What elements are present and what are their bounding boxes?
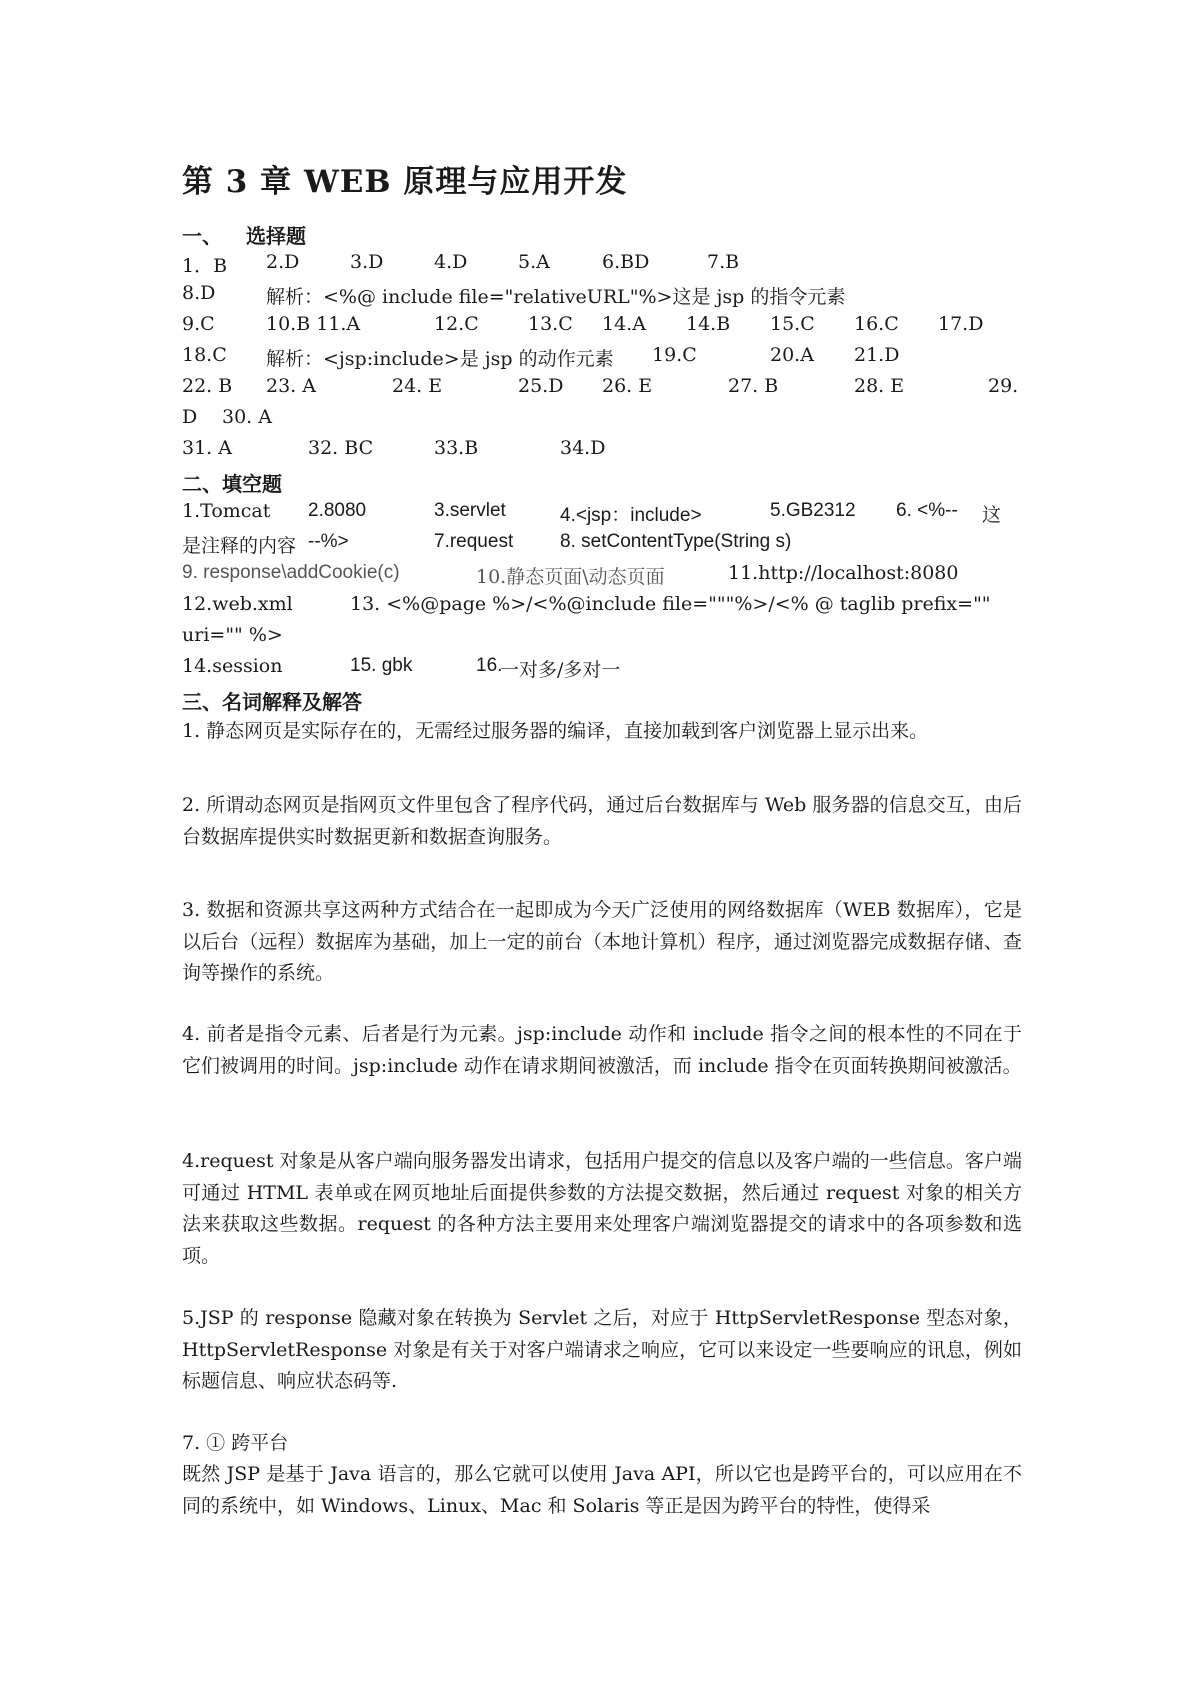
answer: 3.D [350, 251, 384, 273]
answer: 9.C [182, 313, 215, 335]
answer: 19.C [652, 344, 697, 366]
fill-answer: 16. [476, 655, 503, 676]
answer: 22. B [182, 375, 233, 397]
answer: 27. B [728, 375, 779, 397]
chapter-title: 第 3 章 WEB 原理与应用开发 [182, 164, 628, 200]
answer: 4.D [434, 251, 468, 273]
paragraph-1: 1. 静态网页是实际存在的，无需经过服务器的编译，直接加载到客户浏览器上显示出来。 [182, 720, 929, 742]
fill-answer: 是注释的内容 [182, 535, 297, 557]
fill-answer: 4.<jsp：include> [560, 505, 702, 526]
answer: 1．B [182, 255, 228, 277]
answer-row-1 [182, 251, 1022, 279]
paragraph-2: 2. 所谓动态网页是指网页文件里包含了程序代码，通过后台数据库与 Web 服务器的信息交互，由后台数据库提供实时数据更新和数据查询服务。 [182, 794, 1022, 848]
answer: 13.C [528, 313, 573, 335]
fill-answer: 9. response\addCookie(c) [182, 562, 400, 583]
answer: 16.C [854, 313, 899, 335]
fill-row-4 [182, 593, 1022, 621]
fill-answer: 15. gbk [350, 655, 413, 676]
paragraph-5: 4.request 对象是从客户端向服务器发出请求，包括用户提交的信息以及客户端的一些信息。客户端可通过 HTML 表单或在网页地址后面提供参数的方法提交数据，然后通过 request 对象的相关方法来获取这些数据。request 的各种方法主要用来处理客户端浏览器提交的请求中的各项参数和选项。 [182, 1150, 1022, 1267]
answer-row-2 [182, 282, 1022, 310]
answer: 17.D [938, 313, 984, 335]
answer: D [182, 406, 198, 428]
answer: 30. A [222, 406, 272, 428]
answer-row-6 [182, 406, 1022, 434]
answer: 34.D [560, 437, 606, 459]
answer-row-5 [182, 375, 1022, 403]
answer: 21.D [854, 344, 900, 366]
answer: 28. E [854, 375, 905, 397]
fill-answer: 1.Tomcat [182, 500, 271, 522]
fill-answer: 10.静态页面\动态页面 [476, 566, 665, 588]
fill-row-2 [182, 531, 1022, 559]
fill-answer: 5.GB2312 [770, 500, 856, 521]
fill-answer: 2.8080 [308, 500, 367, 521]
paragraph-3: 3. 数据和资源共享这两种方式结合在一起即成为今天广泛使用的网络数据库（WEB 数据库），它是以后台（远程）数据库为基础，加上一定的前台（本地计算机）程序，通过浏览器完成数据存储、查询等操作的系统。 [182, 899, 1022, 984]
section-3-heading: 三、名词解释及解答 [182, 690, 362, 714]
fill-answer: 一对多/多对一 [500, 659, 621, 681]
fill-row-3 [182, 562, 1022, 590]
answer-row-4 [182, 344, 1022, 372]
answer: 8.D [182, 282, 216, 304]
fill-answer: 13. <%@page %>/<%@include file="""%>/<% @ taglib prefix="" [350, 593, 991, 615]
answer: 31. A [182, 437, 232, 459]
explanation: 解析：<%@ include file="relativeURL"%>这是 jsp 的指令元素 [266, 286, 846, 308]
section-1-number: 一、 [182, 224, 222, 248]
answer: 29. [988, 375, 1019, 397]
section-1-title: 选择题 [246, 224, 306, 248]
answer: 12.C [434, 313, 479, 335]
fill-answer: 这 [982, 504, 1002, 526]
answer-row-7 [182, 437, 1022, 465]
paragraph-4: 4. 前者是指令元素、后者是行为元素。jsp:include 动作和 include 指令之间的根本性的不同在于它们被调用的时间。jsp:include 动作在请求期间被激活，而 include 指令在页面转换期间被激活。 [182, 1023, 1022, 1077]
fill-answer: 12.web.xml [182, 593, 293, 615]
fill-answer: 7.request [434, 531, 514, 552]
answer: 32. BC [308, 437, 374, 459]
answer: 10.B 11.A [266, 313, 361, 335]
answer: 23. A [266, 375, 316, 397]
answer: 18.C [182, 344, 227, 366]
fill-answer: 11.http://localhost:8080 [728, 562, 959, 584]
fill-answer: 8. setContentType(String s) [560, 531, 792, 552]
fill-answer: 6. <%-- [896, 500, 958, 521]
paragraph-8: 既然 JSP 是基于 Java 语言的，那么它就可以使用 Java API，所以它也是跨平台的，可以应用在不同的系统中，如 Windows、Linux、Mac 和 Solaris 等正是因为跨平台的特性，使得采 [182, 1463, 1022, 1517]
answer: 5.A [518, 251, 550, 273]
explanation: 解析：<jsp:include>是 jsp 的动作元素 [266, 348, 614, 370]
fill-row-6 [182, 655, 1022, 683]
answer: 15.C [770, 313, 815, 335]
paragraph-7: 7. ① 跨平台 [182, 1432, 289, 1454]
fill-row-5 [182, 624, 1022, 652]
section-1-heading [182, 220, 306, 249]
answer: 14.B [686, 313, 731, 335]
answer: 26. E [602, 375, 653, 397]
answer: 24. E [392, 375, 443, 397]
fill-row-1 [182, 500, 1022, 528]
fill-answer: 14.session [182, 655, 283, 677]
answer: 14.A [602, 313, 646, 335]
answer: 2.D [266, 251, 300, 273]
answer-row-3 [182, 313, 1022, 341]
answer: 20.A [770, 344, 814, 366]
fill-answer: uri="" %> [182, 624, 283, 646]
answer: 7.B [707, 251, 740, 273]
fill-answer: 3.servlet [434, 500, 506, 521]
answer: 6.BD [602, 251, 650, 273]
fill-answer: --%> [308, 531, 349, 552]
section-2-heading: 二、填空题 [182, 472, 282, 496]
answer: 25.D [518, 375, 564, 397]
paragraph-6: 5.JSP 的 response 隐藏对象在转换为 Servlet 之后，对应于 HttpServletResponse 型态对象，HttpServletResponse 对象是有关于对客户端请求之响应，它可以来设定一些要响应的讯息，例如标题信息、响应状态码等. [182, 1307, 1022, 1392]
answer: 33.B [434, 437, 479, 459]
